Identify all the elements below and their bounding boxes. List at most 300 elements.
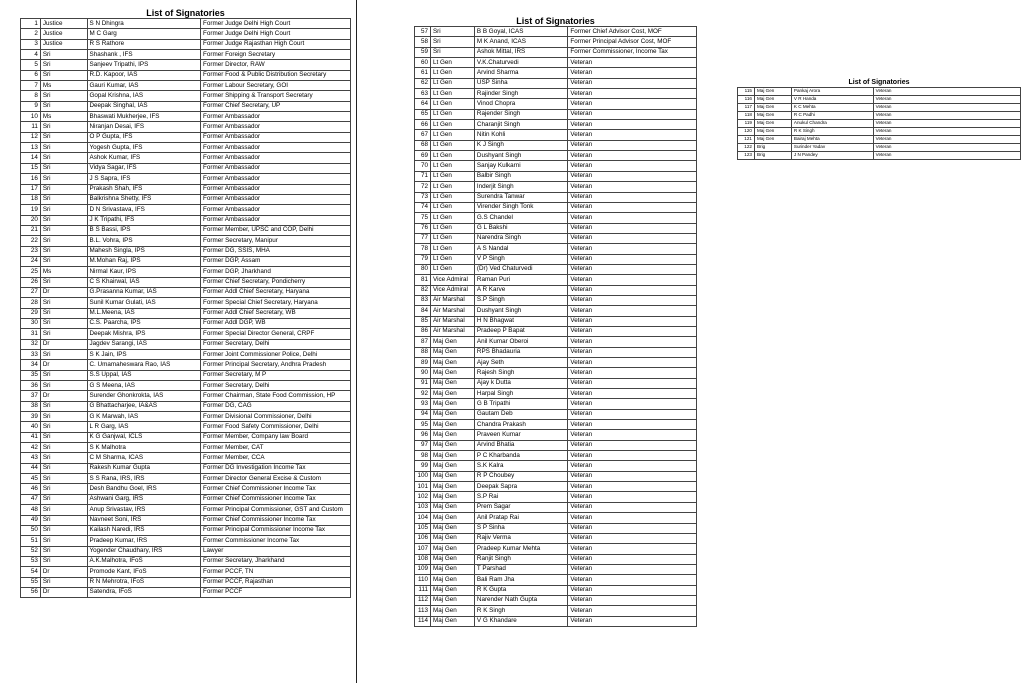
serial-number-cell: 13: [21, 143, 41, 153]
serial-number-cell: 67: [415, 130, 431, 140]
serial-number-cell: 47: [21, 494, 41, 504]
title-cell: Maj Gen: [430, 389, 474, 399]
title-cell: Dr: [40, 339, 87, 349]
designation-cell: Former Ambassador: [201, 194, 351, 204]
title-cell: Sri: [40, 350, 87, 360]
name-cell: V G Khandare: [474, 616, 568, 626]
designation-cell: Former Member, CCA: [201, 453, 351, 463]
table-row: [21, 505, 351, 515]
serial-number-cell: 8: [21, 91, 41, 101]
designation-cell: Veteran: [568, 58, 697, 68]
designation-cell: Former Commissioner, Income Tax: [568, 47, 697, 57]
name-cell: Ranjit Singh: [474, 554, 568, 564]
designation-cell: Former Chief Advisor Cost, MOF: [568, 27, 697, 37]
title-cell: Sri: [40, 525, 87, 535]
serial-number-cell: 26: [21, 277, 41, 287]
title-cell: Sri: [430, 37, 474, 47]
name-cell: R.D. Kapoor, IAS: [87, 70, 201, 80]
designation-cell: Former Chief Commissioner Income Tax: [201, 484, 351, 494]
table-row: [415, 254, 697, 264]
name-cell: G.S Chandel: [474, 213, 568, 223]
designation-cell: Former Secretary, Delhi: [201, 339, 351, 349]
title-cell: Dr: [40, 360, 87, 370]
table-row: [21, 163, 351, 173]
name-cell: H N Bhagwat: [474, 316, 568, 326]
name-cell: C.S. Paarcha, IPS: [87, 318, 201, 328]
table-row: [21, 443, 351, 453]
name-cell: R K Singh: [791, 128, 873, 136]
serial-number-cell: 105: [415, 523, 431, 533]
table-row: [415, 285, 697, 295]
serial-number-cell: 116: [738, 96, 755, 104]
serial-number-cell: 68: [415, 140, 431, 150]
name-cell: M C Garg: [87, 29, 201, 39]
serial-number-cell: 6: [21, 70, 41, 80]
title-cell: Sri: [40, 256, 87, 266]
table-row: [415, 140, 697, 150]
title-cell: Maj Gen: [754, 88, 791, 96]
designation-cell: Former Labour Secretary, GOI: [201, 81, 351, 91]
designation-cell: Former Food & Public Distribution Secretary: [201, 70, 351, 80]
designation-cell: Veteran: [568, 120, 697, 130]
name-cell: Promode Kant, IFoS: [87, 567, 201, 577]
name-cell: S S Rana, IRS, IRS: [87, 474, 201, 484]
name-cell: Prem Sagar: [474, 502, 568, 512]
table-row: [738, 88, 1021, 96]
designation-cell: Veteran: [568, 482, 697, 492]
serial-number-cell: 45: [21, 474, 41, 484]
designation-cell: Veteran: [568, 461, 697, 471]
name-cell: Surender Ghonkrokta, IAS: [87, 391, 201, 401]
serial-number-cell: 121: [738, 136, 755, 144]
name-cell: Shashank , IFS: [87, 50, 201, 60]
designation-cell: Veteran: [568, 182, 697, 192]
name-cell: Bali Ram Jha: [474, 575, 568, 585]
name-cell: Sanjay Kulkarni: [474, 161, 568, 171]
title-cell: Sri: [40, 184, 87, 194]
title-cell: Lt Gen: [430, 161, 474, 171]
table-row: [21, 391, 351, 401]
title-cell: Sri: [40, 556, 87, 566]
table-row: [21, 143, 351, 153]
designation-cell: Former Chief Secretary, Pondicherry: [201, 277, 351, 287]
name-cell: Dushyant Singh: [474, 151, 568, 161]
table-row: [738, 152, 1021, 160]
serial-number-cell: 22: [21, 236, 41, 246]
serial-number-cell: 77: [415, 233, 431, 243]
table-row: [738, 104, 1021, 112]
designation-cell: Former Divisional Commissioner, Delhi: [201, 412, 351, 422]
title-cell: Lt Gen: [430, 89, 474, 99]
table-row: [21, 484, 351, 494]
designation-cell: Veteran: [568, 337, 697, 347]
title-cell: Sri: [40, 329, 87, 339]
table-row: [21, 567, 351, 577]
serial-number-cell: 74: [415, 202, 431, 212]
designation-cell: Veteran: [568, 213, 697, 223]
serial-number-cell: 82: [415, 285, 431, 295]
designation-cell: Veteran: [568, 513, 697, 523]
designation-cell: Veteran: [568, 533, 697, 543]
name-cell: Gopal Krishna, IAS: [87, 91, 201, 101]
name-cell: Ajay Seth: [474, 358, 568, 368]
name-cell: Harpal Singh: [474, 389, 568, 399]
designation-cell: Veteran: [568, 192, 697, 202]
serial-number-cell: 80: [415, 264, 431, 274]
table-row: [21, 329, 351, 339]
table-row: [738, 96, 1021, 104]
sheet-title: List of Signatories: [516, 16, 595, 26]
serial-number-cell: 89: [415, 358, 431, 368]
designation-cell: Former PCCF: [201, 587, 351, 597]
designation-cell: Veteran: [873, 128, 1020, 136]
table-row: [738, 120, 1021, 128]
title-cell: Sri: [40, 463, 87, 473]
title-cell: Lt Gen: [430, 140, 474, 150]
serial-number-cell: 78: [415, 244, 431, 254]
name-cell: Deepak Mishra, IPS: [87, 329, 201, 339]
title-cell: Maj Gen: [430, 337, 474, 347]
serial-number-cell: 100: [415, 471, 431, 481]
title-cell: Maj Gen: [430, 523, 474, 533]
name-cell: S.P Rai: [474, 492, 568, 502]
table-row: [415, 213, 697, 223]
designation-cell: Veteran: [568, 389, 697, 399]
name-cell: Pankaj Arora: [791, 88, 873, 96]
name-cell: Yogesh Gupta, IFS: [87, 143, 201, 153]
table-row: [21, 453, 351, 463]
table-row: [415, 326, 697, 336]
name-cell: Chandra Prakash: [474, 420, 568, 430]
serial-number-cell: 119: [738, 120, 755, 128]
title-cell: Maj Gen: [430, 564, 474, 574]
table-row: [21, 70, 351, 80]
serial-number-cell: 39: [21, 412, 41, 422]
name-cell: Bhaswati Mukherjee, IFS: [87, 112, 201, 122]
name-cell: P C Kharbanda: [474, 451, 568, 461]
designation-cell: Former Principal Advisor Cost, MOF: [568, 37, 697, 47]
title-cell: Vice Admiral: [430, 275, 474, 285]
table-row: [415, 120, 697, 130]
serial-number-cell: 17: [21, 184, 41, 194]
designation-cell: Former Secretary, Jharkhand: [201, 556, 351, 566]
title-cell: Sri: [40, 577, 87, 587]
title-cell: Dr: [40, 391, 87, 401]
designation-cell: Veteran: [568, 606, 697, 616]
table-row: [415, 151, 697, 161]
serial-number-cell: 95: [415, 420, 431, 430]
designation-cell: Veteran: [568, 523, 697, 533]
name-cell: G B Tripathi: [474, 399, 568, 409]
serial-number-cell: 88: [415, 347, 431, 357]
table-row: [415, 275, 697, 285]
table-row: [415, 461, 697, 471]
serial-number-cell: 111: [415, 585, 431, 595]
serial-number-cell: 103: [415, 502, 431, 512]
designation-cell: Former Judge Delhi High Court: [201, 29, 351, 39]
designation-cell: Former Joint Commissioner Police, Delhi: [201, 350, 351, 360]
title-cell: Maj Gen: [430, 420, 474, 430]
table-row: [415, 233, 697, 243]
title-cell: Lt Gen: [430, 233, 474, 243]
designation-cell: Veteran: [568, 264, 697, 274]
name-cell: R S Rathore: [87, 39, 201, 49]
designation-cell: Former Special Director General, CRPF: [201, 329, 351, 339]
table-row: [415, 420, 697, 430]
designation-cell: Veteran: [568, 544, 697, 554]
table-row: [415, 337, 697, 347]
serial-number-cell: 19: [21, 205, 41, 215]
serial-number-cell: 25: [21, 267, 41, 277]
designation-cell: Veteran: [568, 492, 697, 502]
table-row: [21, 287, 351, 297]
title-cell: Maj Gen: [430, 595, 474, 605]
serial-number-cell: 50: [21, 525, 41, 535]
title-cell: Lt Gen: [430, 254, 474, 264]
title-cell: Dr: [40, 587, 87, 597]
table-row: [415, 37, 697, 47]
table-row: [21, 432, 351, 442]
title-cell: Sri: [40, 308, 87, 318]
designation-cell: Former Food Safety Commissioner, Delhi: [201, 422, 351, 432]
serial-number-cell: 43: [21, 453, 41, 463]
name-cell: Charanjit Singh: [474, 120, 568, 130]
table-row: [21, 225, 351, 235]
table-row: [415, 89, 697, 99]
title-cell: Dr: [40, 287, 87, 297]
designation-cell: Former Addl DGP, WB: [201, 318, 351, 328]
title-cell: Maj Gen: [754, 96, 791, 104]
title-cell: Sri: [40, 246, 87, 256]
designation-cell: Former Ambassador: [201, 174, 351, 184]
title-cell: Sri: [40, 298, 87, 308]
signatories-sheet-1: [20, 8, 351, 598]
serial-number-cell: 73: [415, 192, 431, 202]
title-cell: Lt Gen: [430, 78, 474, 88]
table-row: [415, 306, 697, 316]
table-row: [21, 277, 351, 287]
serial-number-cell: 99: [415, 461, 431, 471]
name-cell: J S Sapra, IFS: [87, 174, 201, 184]
name-cell: V R Handa: [791, 96, 873, 104]
name-cell: Navneet Soni, IRS: [87, 515, 201, 525]
designation-cell: Former Director, RAW: [201, 60, 351, 70]
title-cell: Lt Gen: [430, 223, 474, 233]
title-cell: Sri: [40, 453, 87, 463]
name-cell: Ajay k Dutta: [474, 378, 568, 388]
serial-number-cell: 52: [21, 546, 41, 556]
serial-number-cell: 29: [21, 308, 41, 318]
designation-cell: Former Ambassador: [201, 122, 351, 132]
table-row: [21, 556, 351, 566]
name-cell: Rajiv Verma: [474, 533, 568, 543]
name-cell: D N Srivastava, IFS: [87, 205, 201, 215]
serial-number-cell: 115: [738, 88, 755, 96]
designation-cell: Former Chairman, State Food Commission, HP: [201, 391, 351, 401]
serial-number-cell: 110: [415, 575, 431, 585]
serial-number-cell: 23: [21, 246, 41, 256]
designation-cell: Former Ambassador: [201, 184, 351, 194]
designation-cell: Former Chief Commissioner Income Tax: [201, 515, 351, 525]
table-row: [415, 451, 697, 461]
title-cell: Sri: [430, 47, 474, 57]
designation-cell: Veteran: [568, 233, 697, 243]
serial-number-cell: 10: [21, 112, 41, 122]
designation-cell: Veteran: [568, 471, 697, 481]
serial-number-cell: 83: [415, 295, 431, 305]
serial-number-cell: 84: [415, 306, 431, 316]
table-row: [415, 109, 697, 119]
serial-number-cell: 12: [21, 132, 41, 142]
title-cell: Maj Gen: [430, 575, 474, 585]
designation-cell: Veteran: [873, 96, 1020, 104]
table-row: [415, 264, 697, 274]
serial-number-cell: 2: [21, 29, 41, 39]
name-cell: Arvind Bhatia: [474, 440, 568, 450]
serial-number-cell: 21: [21, 225, 41, 235]
name-cell: RPS Bhadauria: [474, 347, 568, 357]
table-row: [21, 122, 351, 132]
title-cell: Maj Gen: [430, 616, 474, 626]
name-cell: Vinod Chopra: [474, 99, 568, 109]
title-cell: Sri: [430, 27, 474, 37]
serial-number-cell: 123: [738, 152, 755, 160]
name-cell: M.L.Meena, IAS: [87, 308, 201, 318]
title-cell: Maj Gen: [430, 471, 474, 481]
title-cell: Sri: [40, 194, 87, 204]
serial-number-cell: 118: [738, 112, 755, 120]
table-row: [415, 430, 697, 440]
serial-number-cell: 56: [21, 587, 41, 597]
title-cell: Maj Gen: [430, 492, 474, 502]
table-row: [415, 368, 697, 378]
serial-number-cell: 11: [21, 122, 41, 132]
serial-number-cell: 40: [21, 422, 41, 432]
serial-number-cell: 107: [415, 544, 431, 554]
table-row: [21, 174, 351, 184]
table-row: [415, 130, 697, 140]
title-cell: Sri: [40, 122, 87, 132]
name-cell: J K Tripathi, IFS: [87, 215, 201, 225]
name-cell: Raman Puri: [474, 275, 568, 285]
name-cell: K C Mehta: [791, 104, 873, 112]
serial-number-cell: 18: [21, 194, 41, 204]
title-cell: Sri: [40, 381, 87, 391]
serial-number-cell: 27: [21, 287, 41, 297]
table-row: [415, 223, 697, 233]
designation-cell: Veteran: [568, 616, 697, 626]
title-cell: Maj Gen: [430, 585, 474, 595]
designation-cell: Veteran: [568, 285, 697, 295]
title-cell: Air Marshal: [430, 326, 474, 336]
table-row: [21, 267, 351, 277]
table-row: [415, 389, 697, 399]
table-row: [21, 215, 351, 225]
table-row: [21, 422, 351, 432]
designation-cell: Former Special Chief Secretary, Haryana: [201, 298, 351, 308]
table-row: [415, 58, 697, 68]
title-cell: Lt Gen: [430, 264, 474, 274]
table-row: [415, 47, 697, 57]
name-cell: V P Singh: [474, 254, 568, 264]
designation-cell: Veteran: [568, 306, 697, 316]
table-row: [21, 360, 351, 370]
serial-number-cell: 104: [415, 513, 431, 523]
name-cell: Nitin Kohli: [474, 130, 568, 140]
sheet-title: List of Signatories: [146, 8, 225, 18]
name-cell: S K Jain, IPS: [87, 350, 201, 360]
table-row: [21, 463, 351, 473]
table-row: [415, 409, 697, 419]
serial-number-cell: 48: [21, 505, 41, 515]
designation-cell: Former Ambassador: [201, 112, 351, 122]
title-cell: Maj Gen: [754, 120, 791, 128]
table-row: [415, 575, 697, 585]
serial-number-cell: 106: [415, 533, 431, 543]
name-cell: Deepak Singhal, IAS: [87, 101, 201, 111]
serial-number-cell: 28: [21, 298, 41, 308]
designation-cell: Former Member, CAT: [201, 443, 351, 453]
name-cell: Balbir Singh: [474, 171, 568, 181]
designation-cell: Veteran: [568, 378, 697, 388]
title-cell: Lt Gen: [430, 151, 474, 161]
title-cell: Sri: [40, 132, 87, 142]
name-cell: C S Khairwal, IAS: [87, 277, 201, 287]
table-row: [21, 91, 351, 101]
name-cell: Sunil Kumar Gulati, IAS: [87, 298, 201, 308]
table-row: [738, 112, 1021, 120]
table-row: [415, 316, 697, 326]
title-cell: Lt Gen: [430, 244, 474, 254]
designation-cell: Former Ambassador: [201, 215, 351, 225]
name-cell: Anukul Chandra: [791, 120, 873, 128]
name-cell: Gautam Deb: [474, 409, 568, 419]
serial-number-cell: 93: [415, 399, 431, 409]
designation-cell: Veteran: [568, 109, 697, 119]
serial-number-cell: 65: [415, 109, 431, 119]
designation-cell: Veteran: [568, 420, 697, 430]
name-cell: G K Marwah, IAS: [87, 412, 201, 422]
name-cell: K G Ganjwal, ICLS: [87, 432, 201, 442]
title-cell: Lt Gen: [430, 130, 474, 140]
designation-cell: Veteran: [568, 140, 697, 150]
table-row: [415, 533, 697, 543]
table-row: [738, 144, 1021, 152]
title-cell: Sri: [40, 401, 87, 411]
table-row: [21, 381, 351, 391]
title-cell: Maj Gen: [430, 502, 474, 512]
title-cell: Sri: [40, 70, 87, 80]
table-row: [21, 308, 351, 318]
designation-cell: Veteran: [568, 68, 697, 78]
name-cell: Rajesh Singh: [474, 368, 568, 378]
name-cell: Balkrishna Shetty, IFS: [87, 194, 201, 204]
name-cell: Yogender Chaudhary, IRS: [87, 546, 201, 556]
table-row: [415, 523, 697, 533]
designation-cell: Veteran: [568, 223, 697, 233]
table-row: [21, 350, 351, 360]
table-row: [415, 399, 697, 409]
serial-number-cell: 38: [21, 401, 41, 411]
title-cell: Maj Gen: [430, 378, 474, 388]
serial-number-cell: 62: [415, 78, 431, 88]
table-row: [415, 161, 697, 171]
title-cell: Maj Gen: [430, 461, 474, 471]
signatories-sheet-2: [414, 16, 697, 627]
serial-number-cell: 16: [21, 174, 41, 184]
title-cell: Air Marshal: [430, 316, 474, 326]
serial-number-cell: 7: [21, 81, 41, 91]
